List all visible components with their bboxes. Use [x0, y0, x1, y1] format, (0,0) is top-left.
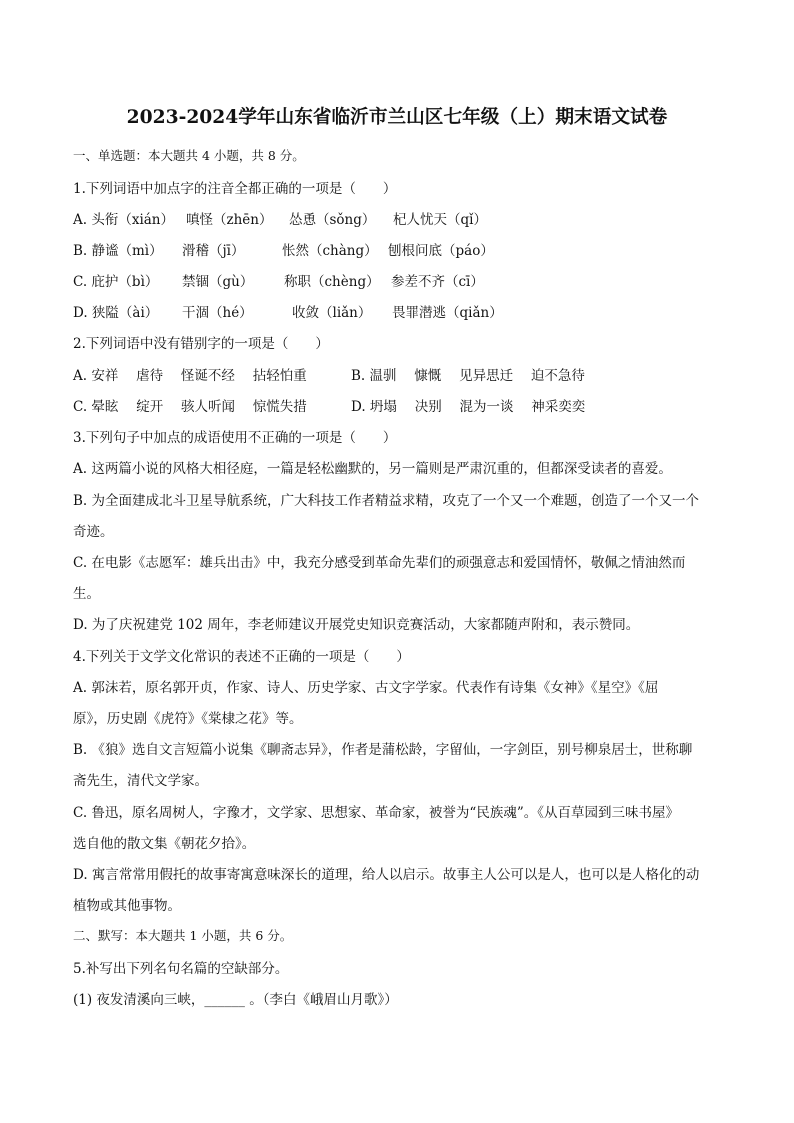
- q4-option-c-line1: C. 鲁迅，原名周树人，字豫才，文学家、思想家、革命家，被誉为“民族魂”。《从百草园到三味书屋》: [73, 805, 679, 821]
- question-1-stem: 1.下列词语中加点字的注音全都正确的一项是（ ）: [73, 181, 397, 197]
- q1-option-b-word1: B. 静谧（mì）: [73, 243, 163, 259]
- section-heading-single-choice: 一、单选题：本大题共 4 小题，共 8 分。: [73, 148, 305, 163]
- question-4-stem: 4.下列关于文学文化常识的表述不正确的一项是（ ）: [73, 649, 410, 665]
- q1-option-b-word4: 刨根问底（páo）: [388, 243, 494, 259]
- q2-option-a: A. 安祥 虐待 怪诞不经 拈轻怕重: [73, 368, 307, 384]
- q4-option-b-line2: 斋先生，清代文学家。: [73, 773, 208, 789]
- q1-option-a-word4: 杞人忧天（qǐ）: [393, 212, 487, 228]
- q1-option-d-word1: D. 狭隘（ài）: [73, 305, 159, 321]
- q1-option-d-word3: 收敛（liǎn）: [292, 305, 372, 321]
- exam-title: 2023-2024学年山东省临沂市兰山区七年级（上）期末语文试卷: [126, 106, 668, 128]
- q3-option-b-line2: 奇迹。: [73, 524, 114, 540]
- q5-item-1: (1) 夜发清溪向三峡，______ 。（李白《峨眉山月歌》）: [73, 992, 398, 1008]
- q4-option-d-line1: D. 寓言常常用假托的故事寄寓意味深长的道理，给人以启示。故事主人公可以是人，也可以是人格化的动: [73, 867, 700, 883]
- q1-option-a-word1: A. 头衔（xián）: [73, 212, 175, 228]
- q4-option-a-line2: 原》，历史剧《虎符》《棠棣之花》等。: [73, 711, 303, 727]
- question-3-stem: 3.下列句子中加点的成语使用不正确的一项是（ ）: [73, 430, 397, 446]
- q3-option-d: D. 为了庆祝建党 102 周年，李老师建议开展党史知识竞赛活动，大家都随声附和，表示赞同。: [73, 617, 640, 633]
- q1-option-c-word4: 参差不齐（cī）: [391, 274, 484, 290]
- q2-option-c: C. 晕眩 绽开 骇人听闻 惊慌失措: [73, 399, 307, 415]
- question-5-stem: 5.补写出下列名句名篇的空缺部分。: [73, 961, 289, 977]
- q3-option-a: A. 这两篇小说的风格大相径庭，一篇是轻松幽默的，另一篇则是严肃沉重的，但都深受读者的喜爱。: [73, 461, 672, 477]
- q1-option-a-word3: 怂恿（sǒng）: [289, 212, 376, 228]
- q2-option-d: D. 坍塌 决别 混为一谈 神采奕奕: [351, 399, 586, 415]
- q3-option-b-line1: B. 为全面建成北斗卫星导航系统，广大科技工作者精益求精，攻克了一个又一个难题，创造了一个又一个: [73, 493, 700, 509]
- q4-option-d-line2: 植物或其他事物。: [73, 898, 181, 914]
- q1-option-c-word1: C. 庇护（bì）: [73, 274, 159, 290]
- q1-option-c-word2: 禁锢（gù）: [182, 274, 254, 290]
- q1-option-c-word3: 称职（chèng）: [284, 274, 380, 290]
- q1-option-b-word2: 滑稽（jī）: [182, 243, 245, 259]
- q4-option-b-line1: B. 《狼》选自文言短篇小说集《聊斋志异》，作者是蒲松龄，字留仙，一字剑臣，别号柳泉居士，世称聊: [73, 742, 693, 758]
- q1-option-d-word2: 干涸（hé）: [182, 305, 253, 321]
- q3-option-c-line1: C. 在电影《志愿军：雄兵出击》中，我充分感受到革命先辈们的顽强意志和爱国情怀，敬佩之情油然而: [73, 555, 686, 571]
- q1-option-b-word3: 怅然（chàng）: [282, 243, 378, 259]
- section-heading-dictation: 二、默写：本大题共 1 小题，共 6 分。: [73, 928, 293, 943]
- q1-option-a-word2: 嗔怪（zhēn）: [186, 212, 273, 228]
- q3-option-c-line2: 生。: [73, 586, 100, 602]
- q4-option-c-line2: 选自他的散文集《朝花夕拾》。: [73, 836, 256, 852]
- q2-option-b: B. 温驯 慷慨 见异思迁 迫不急待: [351, 368, 585, 384]
- question-2-stem: 2.下列词语中没有错别字的一项是（ ）: [73, 336, 329, 352]
- q1-option-d-word4: 畏罪潜逃（qiǎn）: [392, 305, 503, 321]
- q4-option-a-line1: A. 郭沫若，原名郭开贞，作家、诗人、历史学家、古文字学家。代表作有诗集《女神》《星空》《屈: [73, 680, 659, 696]
